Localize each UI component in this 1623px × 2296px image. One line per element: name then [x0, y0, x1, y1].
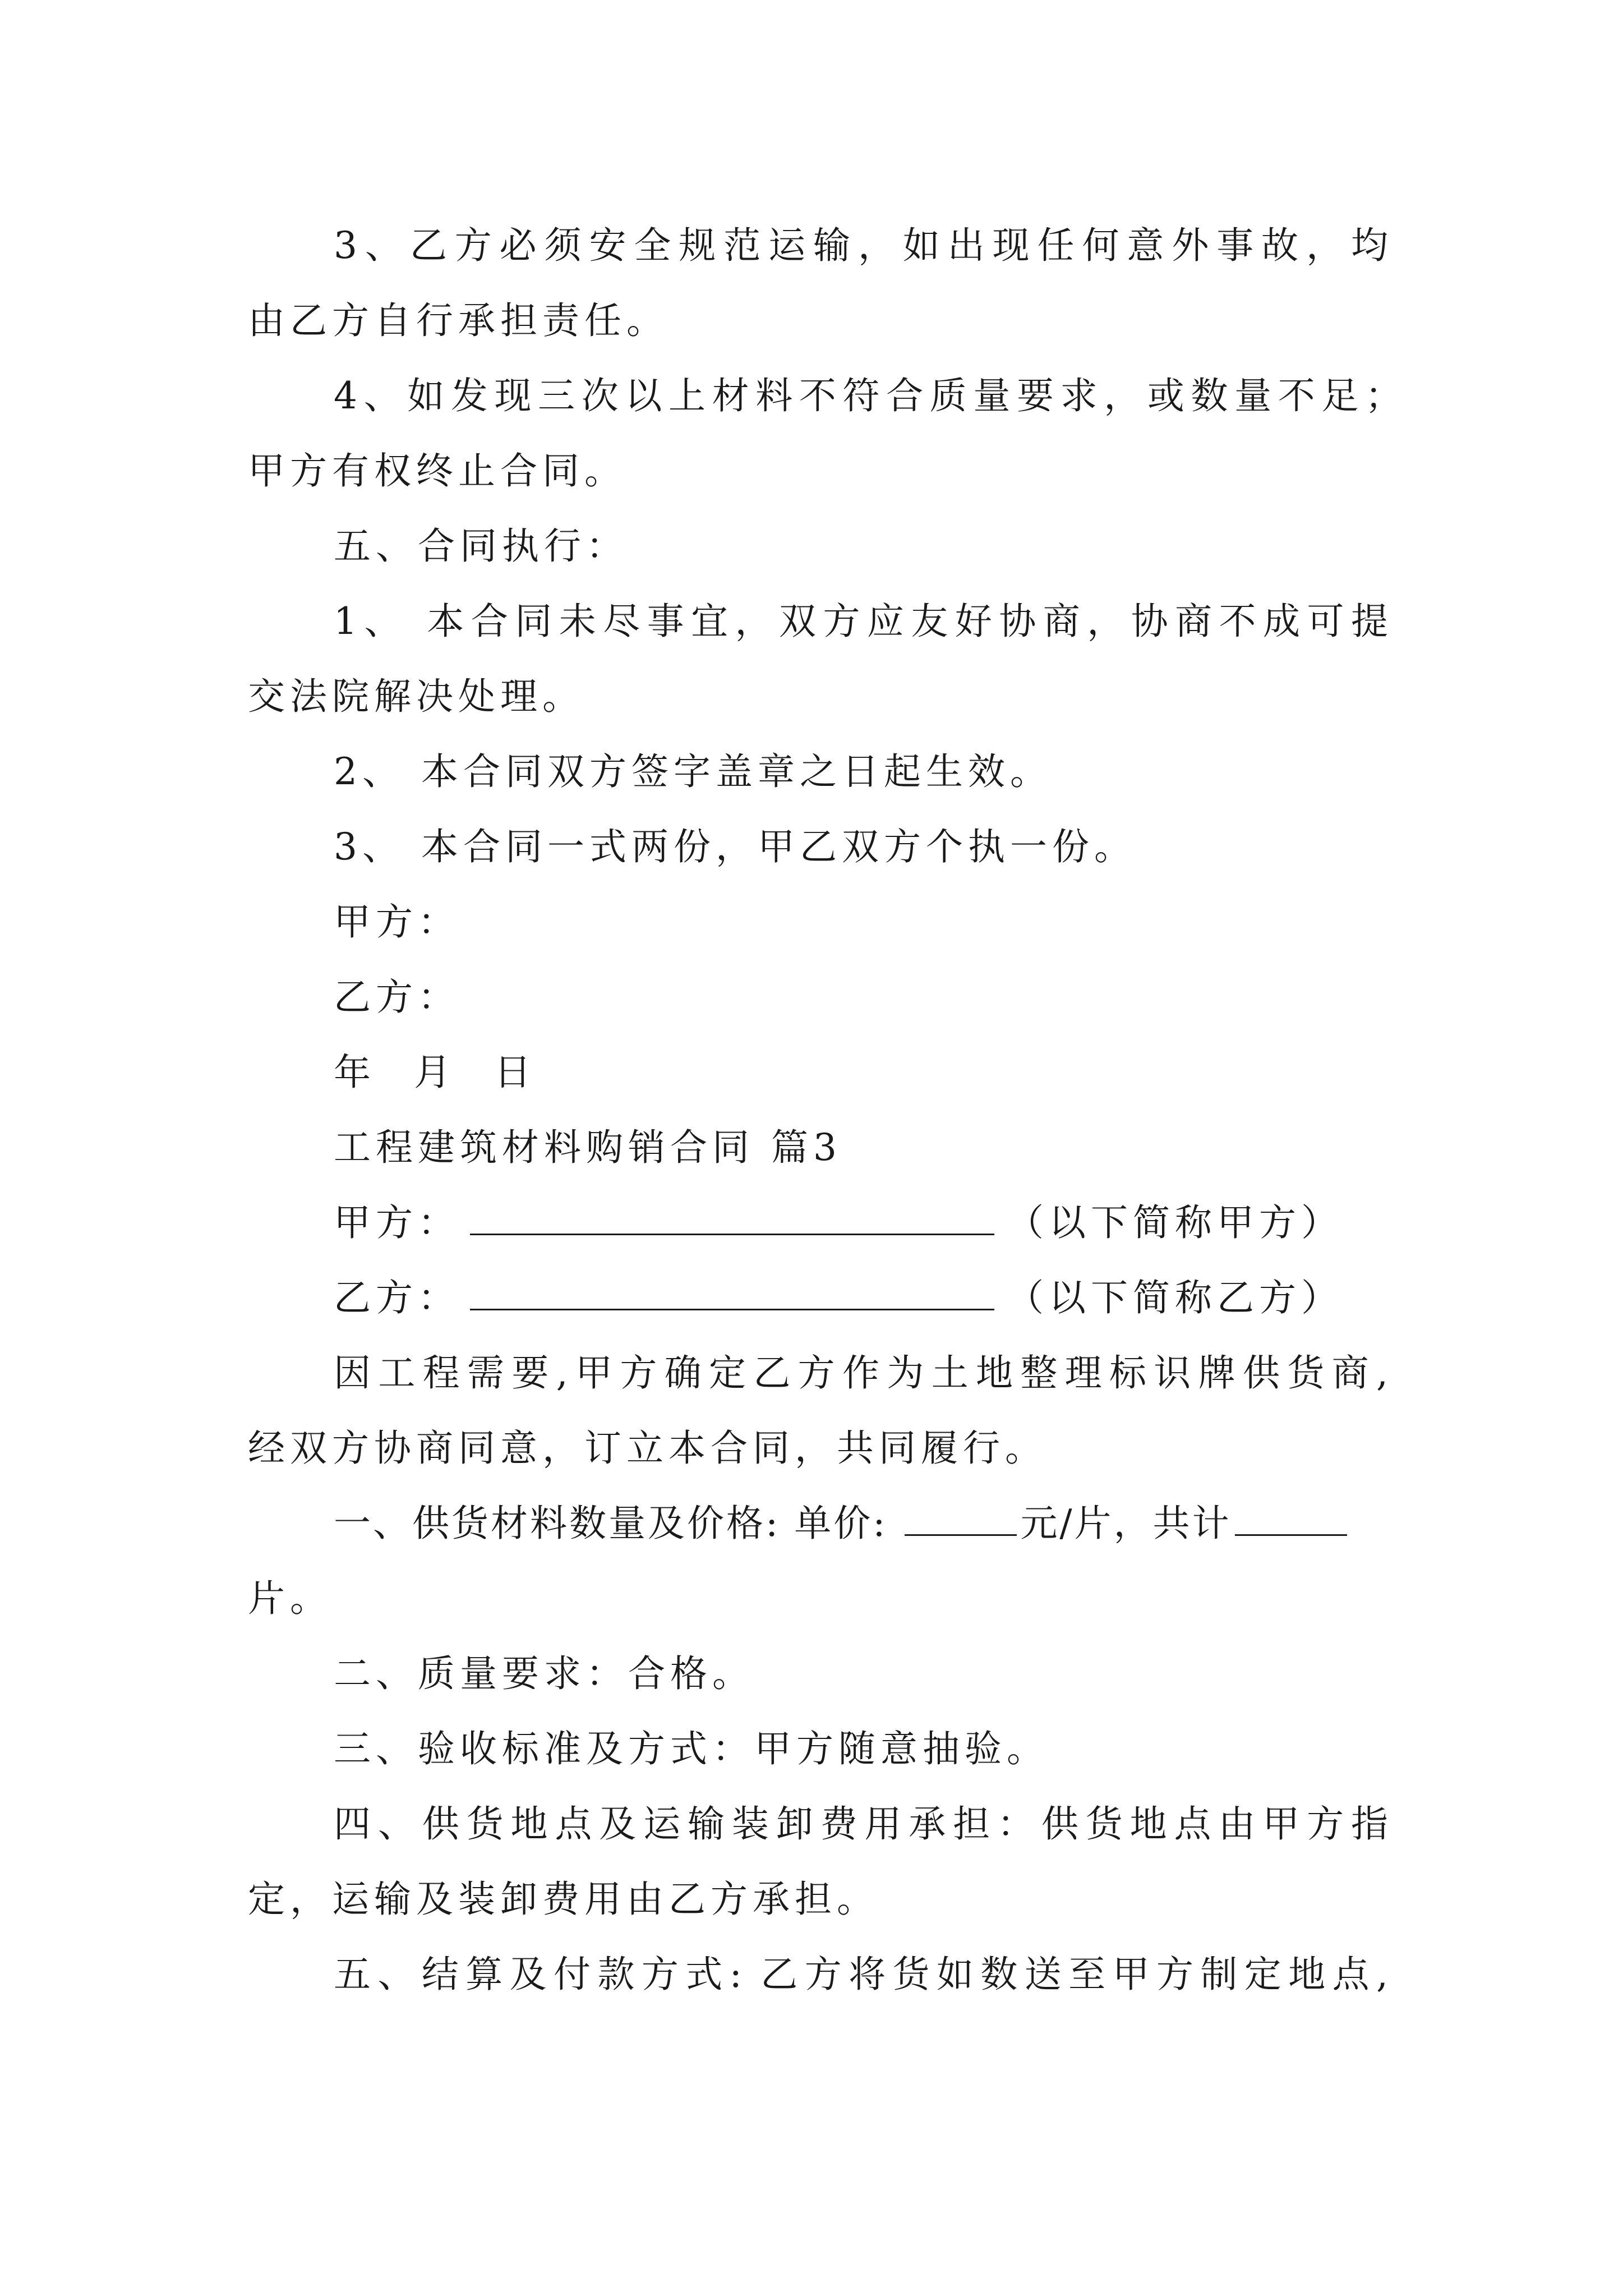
party-a-blank	[470, 1201, 994, 1235]
paragraph-line: 3、 本合同一式两份，甲乙双方个执一份。	[334, 825, 1136, 868]
paragraph-line: 2、 本合同双方签字盖章之日起生效。	[334, 750, 1052, 793]
paragraph-line: 经双方协商同意，订立本合同，共同履行。	[248, 1427, 1047, 1470]
clause-1-prefix: 一、供货材料数量及价格: 单价:	[334, 1502, 902, 1545]
clause-1-mid: 元/片，共计	[1020, 1502, 1232, 1545]
party-b-line	[334, 1276, 1343, 1320]
party-b-suffix: （以下简称乙方）	[1007, 1276, 1343, 1319]
section-heading: 五、合同执行：	[334, 524, 628, 568]
paragraph-line: 交法院解决处理。	[248, 675, 584, 718]
total-quantity-blank	[1235, 1502, 1347, 1536]
paragraph-line: 4、如发现三次以上材料不符合质量要求，或数量不足；	[334, 374, 1402, 417]
party-b-label: 乙方：	[334, 1276, 460, 1319]
paragraph-line: 由乙方自行承担责任。	[248, 299, 668, 342]
unit-price-blank	[905, 1502, 1017, 1536]
party-a-suffix: （以下简称甲方）	[1007, 1201, 1343, 1244]
signature-party-a: 甲方：	[334, 900, 460, 944]
contract-title: 工程建筑材料购销合同 篇3	[334, 1126, 842, 1169]
paragraph-line: 甲方有权终止合同。	[248, 449, 626, 493]
paragraph-line: 1、 本合同未尽事宜，双方应友好协商，协商不成可提	[334, 600, 1388, 643]
paragraph-line: 五、结算及付款方式: 乙方将货如数送至甲方制定地点,	[334, 1953, 1388, 1996]
paragraph-line: 四、供货地点及运输装卸费用承担：供货地点由甲方指	[334, 1802, 1388, 1846]
paragraph-line: 定，运输及装卸费用由乙方承担。	[248, 1878, 879, 1921]
paragraph-line: 因工程需要,甲方确定乙方作为土地整理标识牌供货商,	[334, 1351, 1388, 1395]
clause-1-line	[334, 1501, 1350, 1546]
paragraph-line: 二、质量要求：合格。	[334, 1652, 754, 1695]
party-b-blank	[470, 1276, 994, 1310]
paragraph-line: 3、乙方必须安全规范运输，如出现任何意外事故，均	[334, 224, 1388, 267]
party-a-line	[334, 1200, 1343, 1245]
party-a-label: 甲方：	[334, 1201, 460, 1244]
paragraph-line: 三、验收标准及方式：甲方随意抽验。	[334, 1727, 1049, 1770]
paragraph-line: 片。	[248, 1577, 332, 1620]
signature-party-b: 乙方：	[334, 976, 460, 1019]
signature-date: 年 月 日	[334, 1051, 547, 1094]
